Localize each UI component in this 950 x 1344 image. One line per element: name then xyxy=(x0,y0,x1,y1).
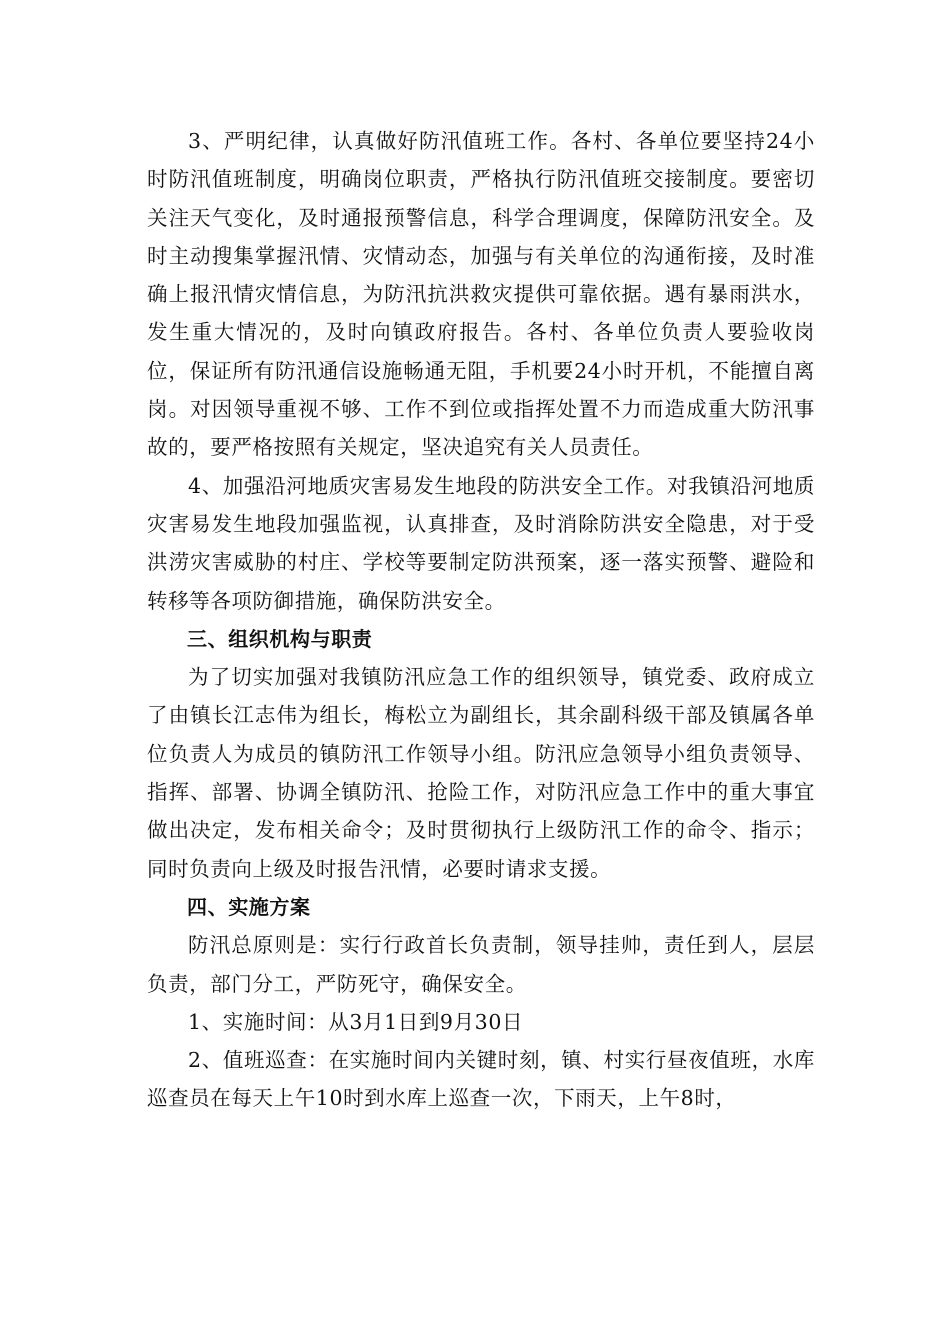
paragraph-riverside-geohazard: 4、加强沿河地质灾害易发生地段的防洪安全工作。对我镇沿河地质灾害易发生地段加强监视，认真排查，及时消除防洪安全隐患，对于受洪涝灾害威胁的村庄、学校等要制定防洪预案，逐一落实预警、避险和转移等各项防御措施，确保防洪安全。 xyxy=(147,473,815,613)
section-heading-organization: 三、组织机构与职责 xyxy=(187,626,373,651)
paragraph-implementation-period: 1、实施时间：从3月1日到9月30日 xyxy=(188,1009,524,1034)
paragraph-general-principle: 防汛总原则是：实行行政首长负责制，领导挂帅，责任到人，层层负责，部门分工，严防死守，确保安全。 xyxy=(147,933,815,996)
paragraph-leadership-group: 为了切实加强对我镇防汛应急工作的组织领导，镇党委、政府成立了由镇长江志伟为组长，梅松立为副组长，其余副科级干部及镇属各单位负责人为成员的镇防汛工作领导小组。防汛应急领导小组负责领导、指挥、部署、协调全镇防汛、抢险工作，对防汛应急工作中的重大事宜做出决定，发布相关命令；及时贯彻执行上级防汛工作的命令、指示；同时负责向上级及时报告汛情，必要时请求支援。 xyxy=(147,665,815,881)
paragraph-duty-discipline: 3、严明纪律，认真做好防汛值班工作。各村、各单位要坚持24小时防汛值班制度，明确岗位职责，严格执行防汛值班交接制度。要密切关注天气变化，及时通报预警信息，科学合理调度，保障防汛安全。及时主动搜集掌握汛情、灾情动态，加强与有关单位的沟通衔接，及时准确上报汛情灾情信息，为防汛抗洪救灾提供可靠依据。遇有暴雨洪水，发生重大情况的，及时向镇政府报告。各村、各单位负责人要验收岗位，保证所有防汛通信设施畅通无阻，手机要24小时开机，不能擅自离岗。对因领导重视不够、工作不到位或指挥处置不力而造成重大防汛事故的，要严格按照有关规定，坚决追究有关人员责任。 xyxy=(147,129,815,460)
document-body xyxy=(147,122,815,1118)
section-heading-implementation: 四、实施方案 xyxy=(187,894,311,919)
paragraph-duty-patrol: 2、值班巡查：在实施时间内关键时刻，镇、村实行昼夜值班，水库巡查员在每天上午10时到水库上巡查一次，下雨天，上午8时， xyxy=(147,1048,815,1111)
